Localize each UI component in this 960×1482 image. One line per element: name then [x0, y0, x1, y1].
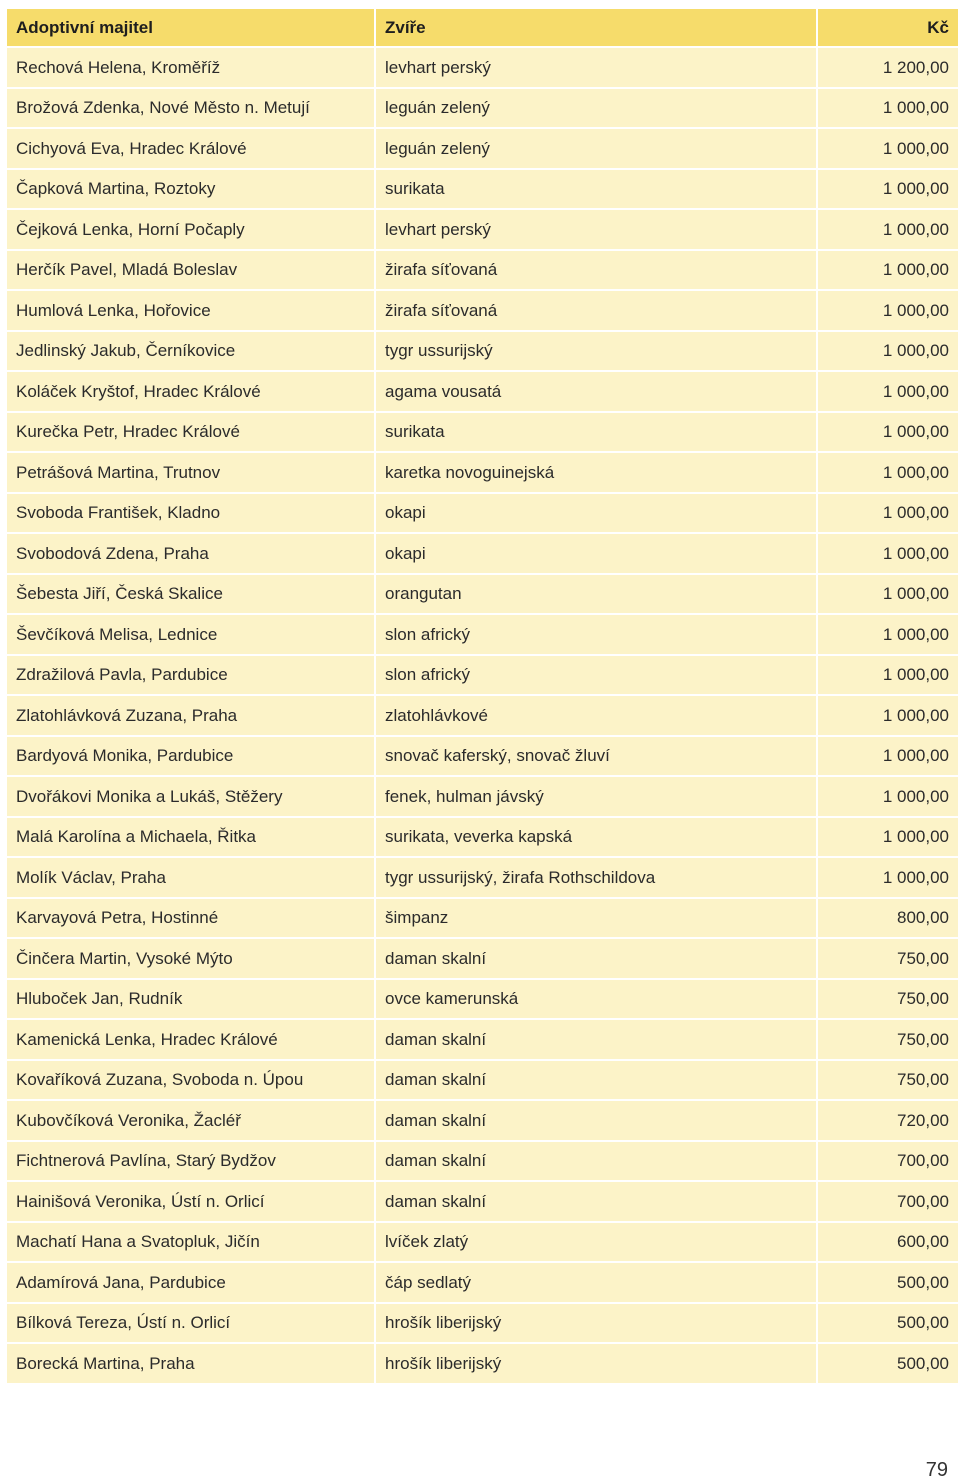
page-number: 79	[925, 1459, 948, 1481]
amount-cell: 700,00	[817, 1141, 959, 1182]
animal-cell: čáp sedlatý	[375, 1262, 817, 1303]
table-row	[6, 47, 959, 88]
table-row	[6, 1141, 959, 1182]
header-owner: Adoptivní majitel	[6, 8, 375, 47]
owner-cell: Činčera Martin, Vysoké Mýto	[6, 938, 375, 979]
amount-cell: 750,00	[817, 1060, 959, 1101]
amount-cell: 1 000,00	[817, 493, 959, 534]
amount-cell: 800,00	[817, 898, 959, 939]
table-row	[6, 290, 959, 331]
amount-cell: 750,00	[817, 1019, 959, 1060]
table-row	[6, 898, 959, 939]
owner-cell: Bílková Tereza, Ústí n. Orlicí	[6, 1303, 375, 1344]
owner-cell: Herčík Pavel, Mladá Boleslav	[6, 250, 375, 291]
amount-cell: 500,00	[817, 1262, 959, 1303]
table-row	[6, 695, 959, 736]
amount-cell: 1 000,00	[817, 817, 959, 858]
amount-cell: 1 000,00	[817, 614, 959, 655]
amount-cell: 1 000,00	[817, 452, 959, 493]
table-row	[6, 979, 959, 1020]
amount-cell: 1 000,00	[817, 655, 959, 696]
table-row	[6, 1181, 959, 1222]
table-row	[6, 493, 959, 534]
table-row	[6, 1343, 959, 1384]
owner-cell: Humlová Lenka, Hořovice	[6, 290, 375, 331]
table-row	[6, 331, 959, 372]
owner-cell: Svobodová Zdena, Praha	[6, 533, 375, 574]
table-row	[6, 1060, 959, 1101]
amount-cell: 1 000,00	[817, 290, 959, 331]
table-row	[6, 614, 959, 655]
amount-cell: 1 000,00	[817, 574, 959, 615]
table-row	[6, 88, 959, 129]
owner-cell: Čapková Martina, Roztoky	[6, 169, 375, 210]
amount-cell: 720,00	[817, 1100, 959, 1141]
table-row	[6, 128, 959, 169]
owner-cell: Zdražilová Pavla, Pardubice	[6, 655, 375, 696]
owner-cell: Zlatohlávková Zuzana, Praha	[6, 695, 375, 736]
owner-cell: Petrášová Martina, Trutnov	[6, 452, 375, 493]
animal-cell: surikata, veverka kapská	[375, 817, 817, 858]
owner-cell: Kovaříková Zuzana, Svoboda n. Úpou	[6, 1060, 375, 1101]
animal-cell: daman skalní	[375, 1019, 817, 1060]
owner-cell: Borecká Martina, Praha	[6, 1343, 375, 1384]
table-row	[6, 452, 959, 493]
animal-cell: levhart perský	[375, 47, 817, 88]
animal-cell: leguán zelený	[375, 128, 817, 169]
owner-cell: Molík Václav, Praha	[6, 857, 375, 898]
table-row	[6, 817, 959, 858]
owner-cell: Čejková Lenka, Horní Počaply	[6, 209, 375, 250]
animal-cell: snovač kaferský, snovač žluví	[375, 736, 817, 777]
animal-cell: žirafa síťovaná	[375, 290, 817, 331]
owner-cell: Machatí Hana a Svatopluk, Jičín	[6, 1222, 375, 1263]
owner-cell: Brožová Zdenka, Nové Město n. Metují	[6, 88, 375, 129]
table-header	[6, 8, 959, 47]
amount-cell: 1 000,00	[817, 331, 959, 372]
amount-cell: 500,00	[817, 1303, 959, 1344]
animal-cell: okapi	[375, 533, 817, 574]
amount-cell: 1 000,00	[817, 88, 959, 129]
owner-cell: Ševčíková Melisa, Lednice	[6, 614, 375, 655]
table-row	[6, 1019, 959, 1060]
table-row	[6, 209, 959, 250]
animal-cell: daman skalní	[375, 1100, 817, 1141]
animal-cell: fenek, hulman jávský	[375, 776, 817, 817]
table-row	[6, 533, 959, 574]
header-animal: Zvíře	[375, 8, 817, 47]
owner-cell: Svoboda František, Kladno	[6, 493, 375, 534]
table-row	[6, 655, 959, 696]
owner-cell: Kubovčíková Veronika, Žacléř	[6, 1100, 375, 1141]
animal-cell: levhart perský	[375, 209, 817, 250]
owner-cell: Kamenická Lenka, Hradec Králové	[6, 1019, 375, 1060]
amount-cell: 500,00	[817, 1343, 959, 1384]
animal-cell: daman skalní	[375, 1060, 817, 1101]
amount-cell: 600,00	[817, 1222, 959, 1263]
animal-cell: lvíček zlatý	[375, 1222, 817, 1263]
amount-cell: 1 000,00	[817, 533, 959, 574]
animal-cell: ovce kamerunská	[375, 979, 817, 1020]
owner-cell: Karvayová Petra, Hostinné	[6, 898, 375, 939]
table-row	[6, 776, 959, 817]
owner-cell: Fichtnerová Pavlína, Starý Bydžov	[6, 1141, 375, 1182]
table-row	[6, 1222, 959, 1263]
animal-cell: agama vousatá	[375, 371, 817, 412]
animal-cell: okapi	[375, 493, 817, 534]
owner-cell: Cichyová Eva, Hradec Králové	[6, 128, 375, 169]
owner-cell: Jedlinský Jakub, Černíkovice	[6, 331, 375, 372]
table-row	[6, 1100, 959, 1141]
adoption-table-container	[5, 7, 958, 1385]
amount-cell: 1 000,00	[817, 857, 959, 898]
amount-cell: 1 000,00	[817, 250, 959, 291]
table-header-row	[6, 8, 959, 47]
table-row	[6, 857, 959, 898]
table-row	[6, 736, 959, 777]
animal-cell: šimpanz	[375, 898, 817, 939]
animal-cell: žirafa síťovaná	[375, 250, 817, 291]
animal-cell: surikata	[375, 169, 817, 210]
animal-cell: orangutan	[375, 574, 817, 615]
table-row	[6, 1262, 959, 1303]
amount-cell: 1 000,00	[817, 209, 959, 250]
owner-cell: Bardyová Monika, Pardubice	[6, 736, 375, 777]
owner-cell: Rechová Helena, Kroměříž	[6, 47, 375, 88]
table-body	[6, 47, 959, 1384]
animal-cell: hrošík liberijský	[375, 1343, 817, 1384]
animal-cell: tygr ussurijský, žirafa Rothschildova	[375, 857, 817, 898]
owner-cell: Dvořákovi Monika a Lukáš, Stěžery	[6, 776, 375, 817]
amount-cell: 750,00	[817, 938, 959, 979]
animal-cell: daman skalní	[375, 1181, 817, 1222]
owner-cell: Malá Karolína a Michaela, Řitka	[6, 817, 375, 858]
animal-cell: surikata	[375, 412, 817, 453]
animal-cell: leguán zelený	[375, 88, 817, 129]
amount-cell: 750,00	[817, 979, 959, 1020]
amount-cell: 1 200,00	[817, 47, 959, 88]
animal-cell: daman skalní	[375, 1141, 817, 1182]
amount-cell: 700,00	[817, 1181, 959, 1222]
adoption-table	[5, 7, 960, 1385]
table-row	[6, 250, 959, 291]
amount-cell: 1 000,00	[817, 169, 959, 210]
table-row	[6, 938, 959, 979]
animal-cell: zlatohlávkové	[375, 695, 817, 736]
owner-cell: Koláček Kryštof, Hradec Králové	[6, 371, 375, 412]
animal-cell: tygr ussurijský	[375, 331, 817, 372]
animal-cell: slon africký	[375, 614, 817, 655]
table-row	[6, 371, 959, 412]
amount-cell: 1 000,00	[817, 776, 959, 817]
owner-cell: Hainišová Veronika, Ústí n. Orlicí	[6, 1181, 375, 1222]
owner-cell: Hluboček Jan, Rudník	[6, 979, 375, 1020]
table-row	[6, 574, 959, 615]
amount-cell: 1 000,00	[817, 412, 959, 453]
amount-cell: 1 000,00	[817, 695, 959, 736]
table-row	[6, 169, 959, 210]
amount-cell: 1 000,00	[817, 371, 959, 412]
owner-cell: Šebesta Jiří, Česká Skalice	[6, 574, 375, 615]
table-row	[6, 1303, 959, 1344]
owner-cell: Kurečka Petr, Hradec Králové	[6, 412, 375, 453]
animal-cell: hrošík liberijský	[375, 1303, 817, 1344]
animal-cell: daman skalní	[375, 938, 817, 979]
animal-cell: karetka novoguinejská	[375, 452, 817, 493]
owner-cell: Adamírová Jana, Pardubice	[6, 1262, 375, 1303]
animal-cell: slon africký	[375, 655, 817, 696]
amount-cell: 1 000,00	[817, 736, 959, 777]
amount-cell: 1 000,00	[817, 128, 959, 169]
table-row	[6, 412, 959, 453]
header-amount: Kč	[817, 8, 959, 47]
